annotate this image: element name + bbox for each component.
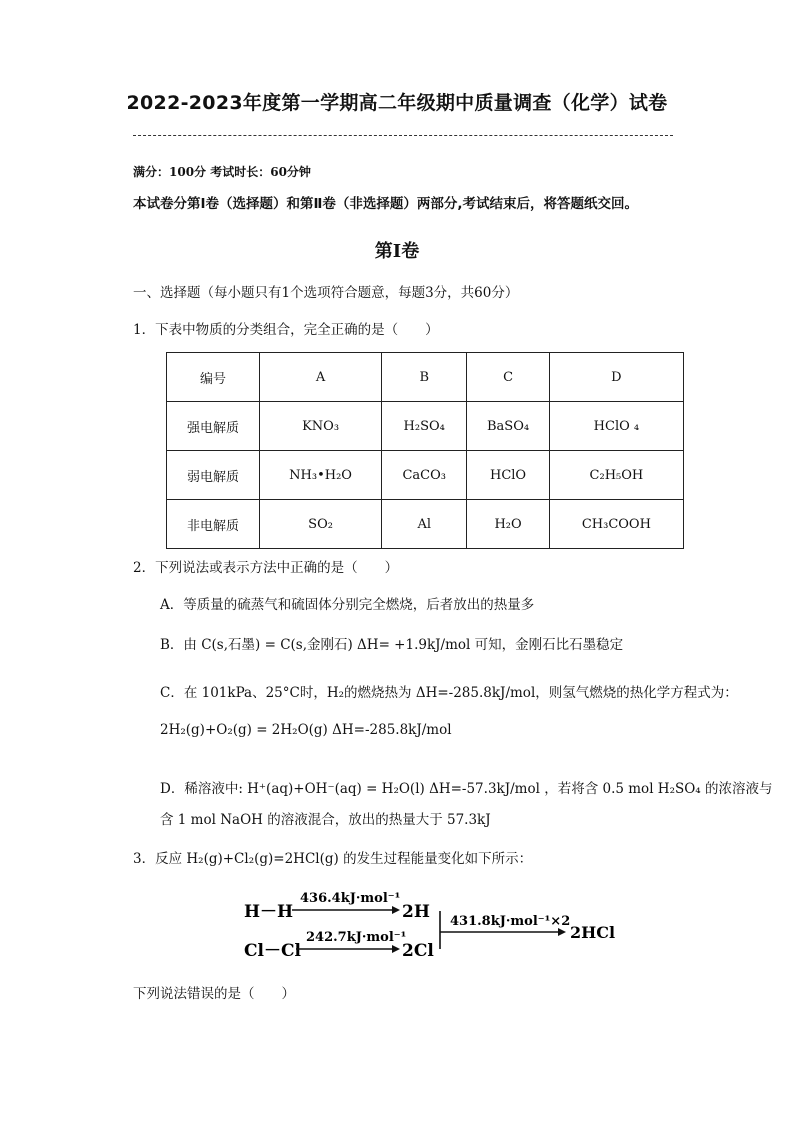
part-title: 第Ⅰ卷: [374, 241, 420, 262]
table-cell: 非电解质: [167, 500, 260, 549]
section-heading: 一、选择题（每小题只有1个选项符合题意，每题3分，共60分）: [133, 285, 519, 301]
bond-energy-diagram: [240, 880, 620, 964]
table-row: [167, 500, 684, 549]
h2-product-label: 2H: [402, 902, 430, 922]
cl2-arrow-head: [392, 945, 400, 953]
table-cell: 强电解质: [167, 402, 260, 451]
q2-option-c-line1: C．在 101kPa、25°C时，H₂的燃烧热为 ΔH=-285.8kJ/mol，则氢气燃烧的热化学方程式为：: [160, 685, 738, 701]
table-cell: H₂O: [467, 500, 549, 549]
h2-bond-label: H－H: [244, 902, 294, 922]
table-cell: BaSO₄: [467, 402, 549, 451]
cl2-bond-label: Cl－Cl: [244, 941, 301, 961]
table-cell: SO₂: [260, 500, 382, 549]
hcl-energy-label: 431.8kJ·mol⁻¹×2: [450, 914, 571, 929]
q3-question: 下列说法错误的是（ ）: [133, 986, 295, 1002]
cl2-energy-label: 242.7kJ·mol⁻¹: [306, 930, 407, 945]
exam-title: 2022-2023年度第一学期高二年级期中质量调查（化学）试卷: [126, 92, 668, 114]
table-cell: CH₃COOH: [549, 500, 683, 549]
table-cell: HClO: [467, 451, 549, 500]
q2-stem: 2．下列说法或表示方法中正确的是（ ）: [133, 560, 399, 576]
table-row: [167, 402, 684, 451]
table-header-cell: C: [467, 353, 549, 402]
table-cell: CaCO₃: [382, 451, 467, 500]
table-cell: HClO ₄: [549, 402, 683, 451]
q2-option-d-line1: D．稀溶液中: H⁺(aq)+OH⁻(aq) = H₂O(l) ΔH=-57.3kJ/mol ，若将含 0.5 mol H₂SO₄ 的浓溶液与: [160, 781, 773, 797]
h2-energy-label: 436.4kJ·mol⁻¹: [300, 891, 401, 906]
exam-info: 满分：100分 考试时长：60分钟: [133, 165, 311, 179]
hcl-product-label: 2HCl: [570, 923, 616, 942]
q2-option-a: A．等质量的硫蒸气和硫固体分别完全燃烧，后者放出的热量多: [160, 597, 535, 613]
table-header-cell: B: [382, 353, 467, 402]
dashed-divider: [133, 135, 673, 136]
hcl-arrow-head: [558, 928, 566, 936]
table-row: [167, 451, 684, 500]
table-header-cell: D: [549, 353, 683, 402]
table-cell: NH₃•H₂O: [260, 451, 382, 500]
q2-option-d-line2: 含 1 mol NaOH 的溶液混合，放出的热量大于 57.3kJ: [160, 812, 491, 828]
exam-notice: 本试卷分第Ⅰ卷（选择题）和第Ⅱ卷（非选择题）两部分,考试结束后，将答题纸交回。: [133, 196, 639, 212]
cl2-product-label: 2Cl: [402, 941, 434, 961]
q2-option-c-equation: 2H₂(g)+O₂(g) = 2H₂O(g) ΔH=-285.8kJ/mol: [160, 722, 452, 738]
h2-arrow-head: [392, 906, 400, 914]
table-header-cell: 编号: [167, 353, 260, 402]
q2-option-b: B．由 C(s,石墨) = C(s,金刚石) ΔH= +1.9kJ/mol 可知，金刚石比石墨稳定: [160, 637, 624, 653]
table-cell: 弱电解质: [167, 451, 260, 500]
table-cell: KNO₃: [260, 402, 382, 451]
table-header-cell: A: [260, 353, 382, 402]
table-cell: Al: [382, 500, 467, 549]
q3-stem: 3．反应 H₂(g)+Cl₂(g)=2HCl(g) 的发生过程能量变化如下所示：: [133, 851, 533, 867]
classification-table: [166, 352, 684, 549]
table-cell: H₂SO₄: [382, 402, 467, 451]
table-cell: C₂H₅OH: [549, 451, 683, 500]
table-header-row: [167, 353, 684, 402]
q1-stem: 1．下表中物质的分类组合，完全正确的是（ ）: [133, 322, 439, 338]
